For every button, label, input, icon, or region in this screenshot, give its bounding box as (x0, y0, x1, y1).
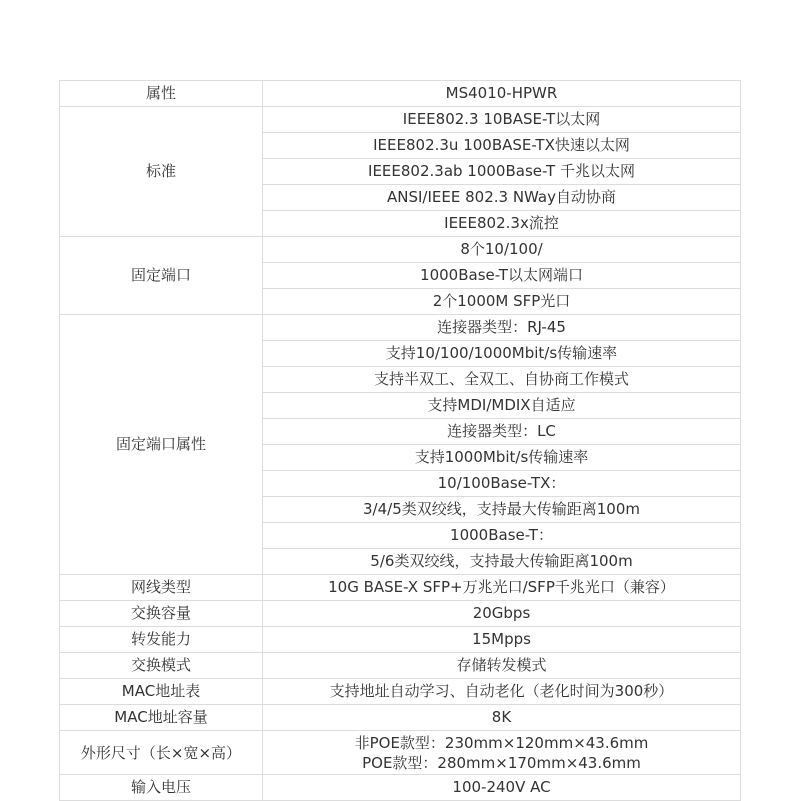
row-label-cell: 标准 (60, 107, 263, 237)
dimensions-label-cell: 外形尺寸（长×宽×高） (60, 731, 263, 775)
spec-table (59, 80, 741, 801)
row-value-cell: 支持地址自动学习、自动老化（老化时间为300秒） (263, 679, 741, 705)
dimensions-line: 非POE款型：230mm×120mm×43.6mm (354, 733, 649, 752)
table-row (60, 705, 741, 731)
row-label-cell: 网线类型 (60, 575, 263, 601)
row-value-cell: 2个1000M SFP光口 (263, 289, 741, 315)
table-row-voltage (60, 775, 741, 801)
table-row-dimensions (60, 731, 741, 775)
voltage-label-cell: 输入电压 (60, 775, 263, 801)
row-value-cell: 存储转发模式 (263, 653, 741, 679)
row-value-cell: 3/4/5类双绞线，支持最大传输距离100m (263, 497, 741, 523)
table-row (60, 653, 741, 679)
row-value-cell: 20Gbps (263, 601, 741, 627)
row-value-cell: IEEE802.3u 100BASE-TX快速以太网 (263, 133, 741, 159)
header-model-cell: MS4010-HPWR (263, 81, 741, 107)
row-value-cell: IEEE802.3x流控 (263, 211, 741, 237)
row-value-cell: 10/100Base-TX： (263, 471, 741, 497)
row-value-cell: 8个10/100/ (263, 237, 741, 263)
row-label-cell: 交换模式 (60, 653, 263, 679)
row-label-cell: 固定端口属性 (60, 315, 263, 575)
row-value-cell: 支持MDI/MDIX自适应 (263, 393, 741, 419)
row-value-cell: 连接器类型：LC (263, 419, 741, 445)
row-label-cell: 转发能力 (60, 627, 263, 653)
row-value-cell: IEEE802.3 10BASE-T以太网 (263, 107, 741, 133)
row-value-cell: ANSI/IEEE 802.3 NWay自动协商 (263, 185, 741, 211)
table-row-header (60, 81, 741, 107)
header-label-cell: 属性 (60, 81, 263, 107)
row-label-cell: 固定端口 (60, 237, 263, 315)
row-value-cell: 1000Base-T： (263, 523, 741, 549)
row-value-cell: 连接器类型：RJ-45 (263, 315, 741, 341)
row-value-cell: 支持10/100/1000Mbit/s传输速率 (263, 341, 741, 367)
table-row (60, 601, 741, 627)
dimensions-value-cell (263, 731, 741, 775)
dimensions-line: POE款型：280mm×170mm×43.6mm (362, 753, 641, 772)
table-row (60, 679, 741, 705)
row-value-cell: 支持1000Mbit/s传输速率 (263, 445, 741, 471)
spec-table-body (60, 81, 741, 801)
table-row (60, 237, 741, 263)
table-row (60, 627, 741, 653)
voltage-value-cell: 100-240V AC (263, 775, 741, 801)
table-row (60, 315, 741, 341)
row-label-cell: MAC地址容量 (60, 705, 263, 731)
row-value-cell: 5/6类双绞线，支持最大传输距离100m (263, 549, 741, 575)
row-label-cell: MAC地址表 (60, 679, 263, 705)
row-label-cell: 交换容量 (60, 601, 263, 627)
row-value-cell: 15Mpps (263, 627, 741, 653)
table-row (60, 107, 741, 133)
row-value-cell: 10G BASE-X SFP+万兆光口/SFP千兆光口（兼容） (263, 575, 741, 601)
table-row (60, 575, 741, 601)
row-value-cell: IEEE802.3ab 1000Base-T 千兆以太网 (263, 159, 741, 185)
row-value-cell: 1000Base-T以太网端口 (263, 263, 741, 289)
row-value-cell: 支持半双工、全双工、自协商工作模式 (263, 367, 741, 393)
row-value-cell: 8K (263, 705, 741, 731)
